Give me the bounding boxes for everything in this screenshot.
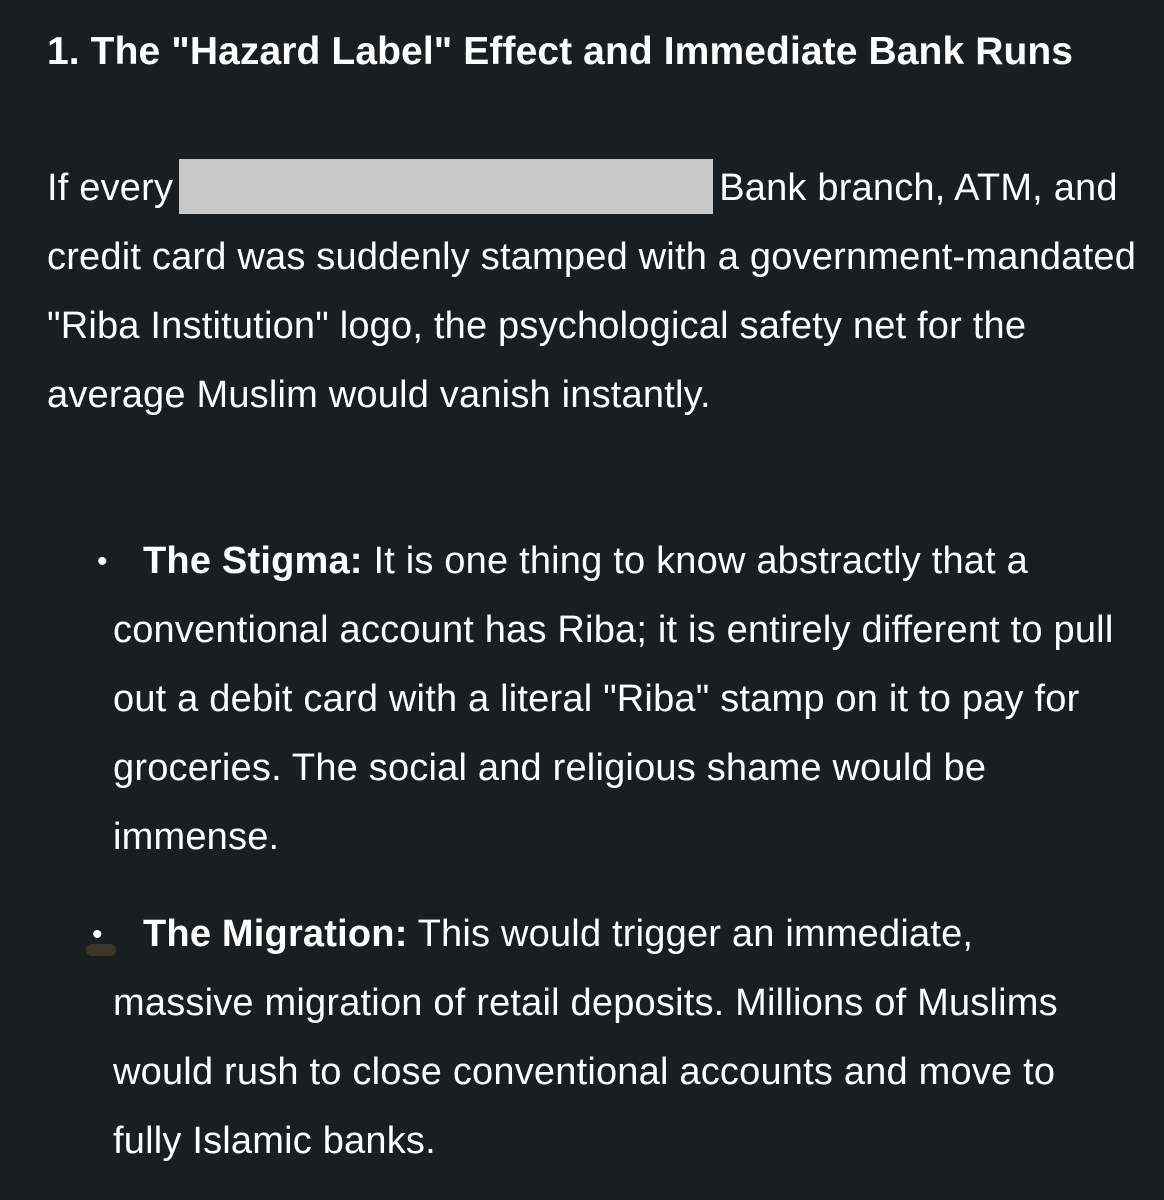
- bullet-title: The Migration:: [143, 913, 408, 955]
- section-heading: 1. The "Hazard Label" Effect and Immediate Bank Runs: [47, 30, 1074, 73]
- bullet-text: It is one thing to know abstractly that a conventional account has Riba; it is entirely different to pull out a debit card with a literal "Riba" stamp on it to pay for groceries. The social and religious shame would be immense.: [113, 540, 1114, 858]
- bullet-list: [0, 527, 1164, 1176]
- intro-text-start: If every: [47, 167, 174, 209]
- intro-text-rest: Bank branch, ATM, and credit card was suddenly stamped with a government-mandated "Riba Institution" logo, the psychological safety net for the average Muslim would vanish instantly.: [47, 167, 1137, 416]
- bullet-text: This would trigger an immediate, massive migration of retail deposits. Millions of Muslims would rush to close conventional accounts and move to fully Islamic banks.: [113, 913, 1058, 1162]
- bullet-point-icon: •: [97, 545, 108, 578]
- intro-paragraph: [47, 154, 1137, 430]
- bullet-title: The Stigma:: [143, 540, 363, 582]
- bullet-point-icon: •: [92, 918, 103, 951]
- list-item-migration: [0, 900, 1164, 1176]
- redaction-block: [179, 159, 713, 214]
- list-item-stigma: [0, 527, 1164, 872]
